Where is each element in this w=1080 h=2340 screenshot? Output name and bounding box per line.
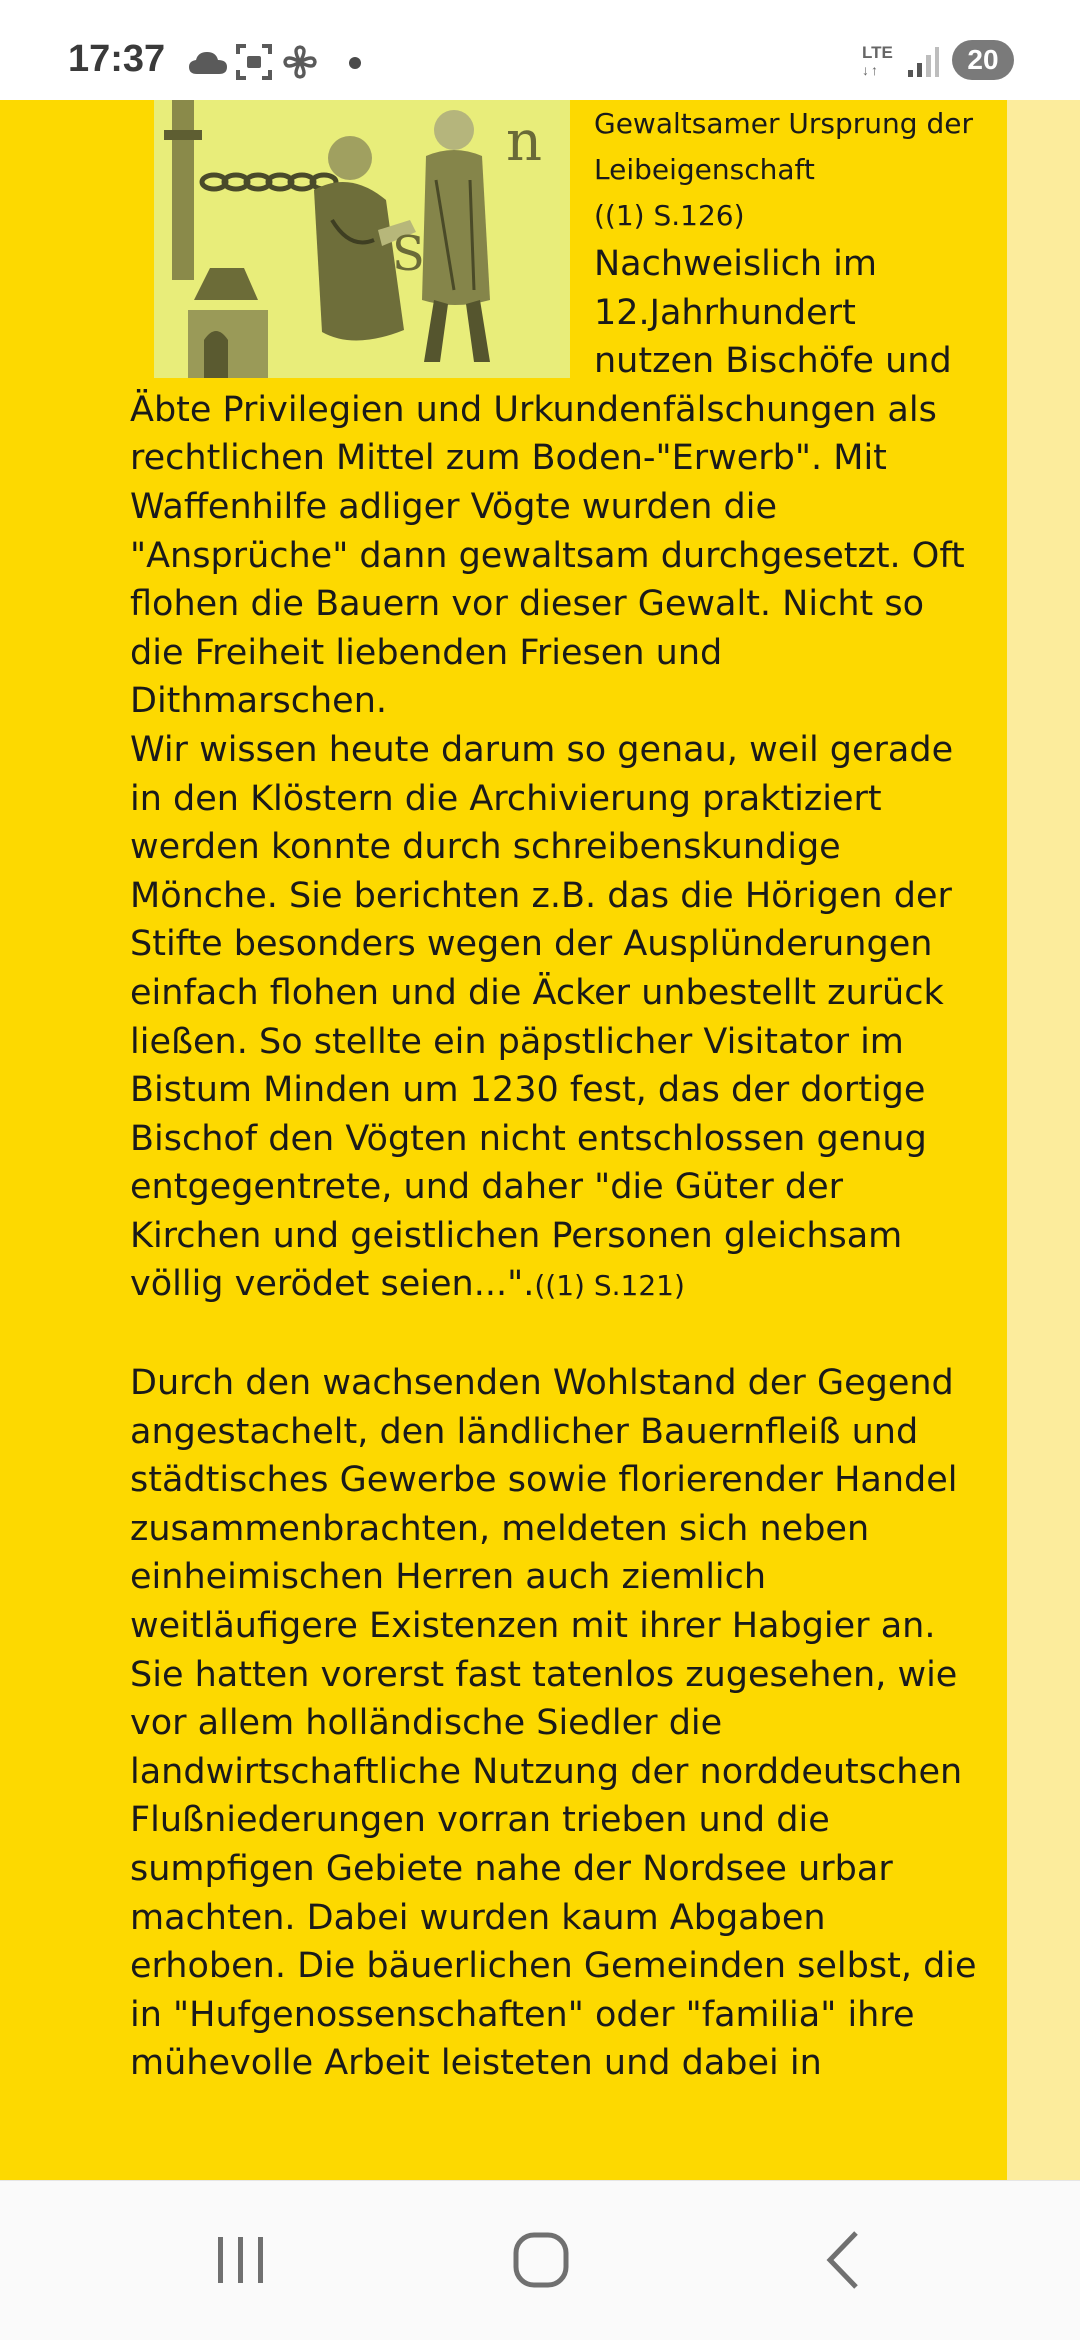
paragraph-gap	[130, 1311, 980, 1359]
cloud-icon	[188, 50, 228, 76]
battery-icon	[952, 40, 1014, 80]
article-body	[130, 100, 980, 2088]
paragraph-1: Nachweislich im 12.Jahrhundert nutzen Bischöfe und Äbte Privilegien und Urkundenfälschungen als rechtlichen Mittel zum Boden-"Erwerb". Mit Waffenhilfe adliger Vögte wurden die "Ansprüche" dann gewaltsam durchgesetzt. Oft flohen die Bauern vor dieser Gewalt. Nicht so die Freiheit liebenden Friesen und Dithmarschen.	[130, 244, 965, 722]
figure-caption-line1: Gewaltsamer Ursprung der	[594, 107, 973, 140]
paragraph-2	[130, 726, 980, 1311]
status-bar	[0, 0, 1080, 100]
battery-level: 20	[967, 44, 999, 75]
recent-apps-icon[interactable]	[196, 2227, 286, 2297]
figure-caption-line2: Leibeigenschaft	[594, 153, 815, 186]
paragraph-3: Durch den wachsenden Wohlstand der Gegend angestachelt, den ländlicher Bauernfleiß und städtisches Gewerbe sowie florierender Handel zusammenbrachten, meldeten sich neben einheimischen Herren auch ziemlich weitläufigere Existenzen mit ihrer Habgier an. Sie hatten vorerst fast tatenlos zugesehen, wie vor allem holländische Siedler die landwirtschaftliche Nutzung der norddeutschen Flußniederungen vorran trieben und die sumpfigen Gebiete nahe der Nordsee urbar machten. Dabei wurden kaum Abgaben erhoben. Die bäuerlichen Gemeinden selbst, die in "Hufgenossenschaften" oder "familia" ihre mühevolle Arbeit leisteten und dabei in	[130, 1363, 977, 2084]
svg-text:n: n	[506, 109, 543, 174]
dot-icon	[348, 56, 362, 70]
lte-icon: LTE ↓↑	[862, 43, 893, 78]
medieval-illustration-image	[154, 100, 570, 378]
side-strip	[1007, 100, 1080, 2180]
screenshot-icon	[236, 44, 272, 80]
back-icon[interactable]	[800, 2227, 890, 2297]
web-content[interactable]	[0, 100, 1080, 2180]
paragraph-2-source: ((1) S.121)	[534, 1269, 685, 1303]
paragraph-2-text: Wir wissen heute darum so genau, weil gerade in den Klöstern die Archivierung praktiziert werden konnte durch schreibenskundige Mönche. Sie berichten z.B. das die Hörigen der Stifte besonders wegen der Ausplünderungen einfach flohen und die Äcker unbestellt zurück ließen. So stellte ein päpstlicher Visitator im Bistum Minden um 1230 fest, das der dortige Bischof den Vögten nicht entschlossen genug entgegentrete, und daher "die Güter der Kirchen und geistlichen Personen gleichsam völlig verödet seien...".	[130, 729, 954, 1305]
svg-text:S: S	[392, 226, 425, 282]
home-icon[interactable]	[496, 2227, 586, 2297]
figure-caption-source: ((1) S.126)	[594, 199, 745, 232]
navigation-bar	[0, 2180, 1080, 2340]
signal-icon	[906, 46, 940, 78]
status-time: 17:37	[68, 38, 166, 80]
fan-icon	[282, 44, 318, 80]
